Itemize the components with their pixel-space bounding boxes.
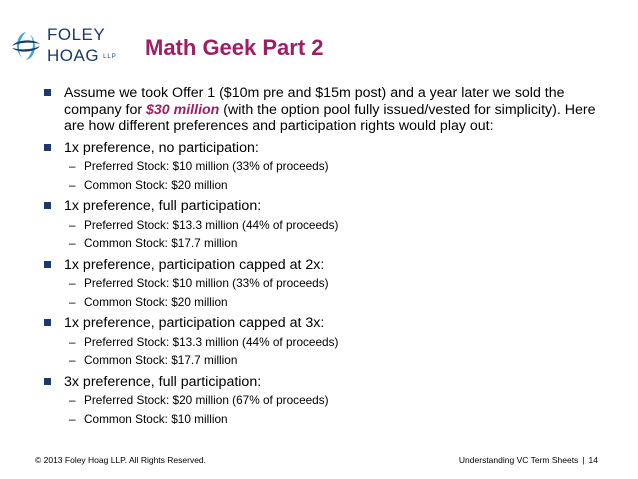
intro-text-after: (with the option pool fully issued/vested for simplicity). Here are how different preferences and participation rights would play out: xyxy=(64,101,596,134)
scenario-heading: 1x preference, participation capped at 2x: xyxy=(64,256,325,273)
logo-mark-icon xyxy=(10,30,42,62)
preferred-value: Preferred Stock: $13.3 million (44% of proceeds) xyxy=(84,334,339,349)
dash-marker: – xyxy=(69,411,76,426)
bullet-square-icon xyxy=(44,89,51,96)
footer-copyright: © 2013 Foley Hoag LLP. All Rights Reserved. xyxy=(35,455,207,465)
scenario-preferred-line xyxy=(44,393,614,409)
dash-marker: – xyxy=(69,353,76,367)
scenario-preferred-line xyxy=(44,276,614,292)
logo-text-foley: FOLEY xyxy=(47,25,106,44)
preferred-value: Preferred Stock: $10 million (33% of proceeds) xyxy=(84,159,329,173)
common-value: Common Stock: $17.7 million xyxy=(84,353,238,367)
common-value: Common Stock: $10 million xyxy=(84,411,228,426)
foley-hoag-logo xyxy=(10,22,130,72)
scenario-preferred-line xyxy=(44,218,614,234)
logo-text-llp: LLP xyxy=(103,53,117,60)
bullet-square-icon xyxy=(44,144,51,151)
common-value: Common Stock: $20 million xyxy=(84,294,228,309)
scenario-bullet xyxy=(44,315,614,332)
scenario-common-line xyxy=(44,412,614,428)
dash-marker: – xyxy=(69,236,76,250)
scenario-common-line xyxy=(44,178,614,194)
scenario-heading: 3x preference, full participation: xyxy=(64,373,262,390)
dash-marker: – xyxy=(69,177,76,192)
scenario-bullet xyxy=(44,374,614,391)
scenario-common-line xyxy=(44,295,614,311)
footer-deck-title: Understanding VC Term Sheets xyxy=(458,455,579,465)
logo-text-hoag xyxy=(47,46,117,66)
bullet-square-icon xyxy=(44,378,51,385)
scenario-heading: 1x preference, no participation: xyxy=(64,139,259,156)
bullet-square-icon xyxy=(44,319,51,326)
scenario-heading: 1x preference, participation capped at 3x: xyxy=(64,315,325,331)
dash-marker: – xyxy=(69,159,76,173)
dash-marker: – xyxy=(69,334,76,349)
slide-body xyxy=(44,85,614,427)
footer-right xyxy=(459,455,598,465)
preferred-value: Preferred Stock: $13.3 million (44% of proceeds) xyxy=(84,217,339,232)
footer-separator: | xyxy=(582,455,585,465)
bullet-square-icon xyxy=(44,261,51,268)
bullet-square-icon xyxy=(44,202,51,209)
dash-marker: – xyxy=(69,393,76,407)
preferred-value: Preferred Stock: $10 million (33% of proceeds) xyxy=(84,276,329,290)
dash-marker: – xyxy=(69,217,76,232)
scenario-bullet xyxy=(44,257,614,274)
dash-marker: – xyxy=(69,294,76,309)
scenario-preferred-line xyxy=(44,335,614,351)
common-value: Common Stock: $17.7 million xyxy=(84,236,238,250)
scenario-common-line xyxy=(44,353,614,369)
page-number: 14 xyxy=(588,455,598,465)
logo-text-hoag-word: HOAG xyxy=(47,46,100,65)
intro-text-before: Assume we took Offer 1 ($10m pre and $15m post) and a year later we sold the company for xyxy=(64,85,565,118)
scenario-preferred-line xyxy=(44,159,614,175)
intro-sale-amount: $30 million xyxy=(146,101,220,118)
slide-title: Math Geek Part 2 xyxy=(145,35,324,60)
common-value: Common Stock: $20 million xyxy=(84,177,228,192)
scenario-bullet xyxy=(44,198,614,215)
scenario-common-line xyxy=(44,236,614,252)
scenario-heading: 1x preference, full participation: xyxy=(64,198,262,214)
scenario-bullet xyxy=(44,140,614,157)
preferred-value: Preferred Stock: $20 million (67% of proceeds) xyxy=(84,393,329,407)
dash-marker: – xyxy=(69,276,76,290)
intro-bullet xyxy=(44,85,614,135)
